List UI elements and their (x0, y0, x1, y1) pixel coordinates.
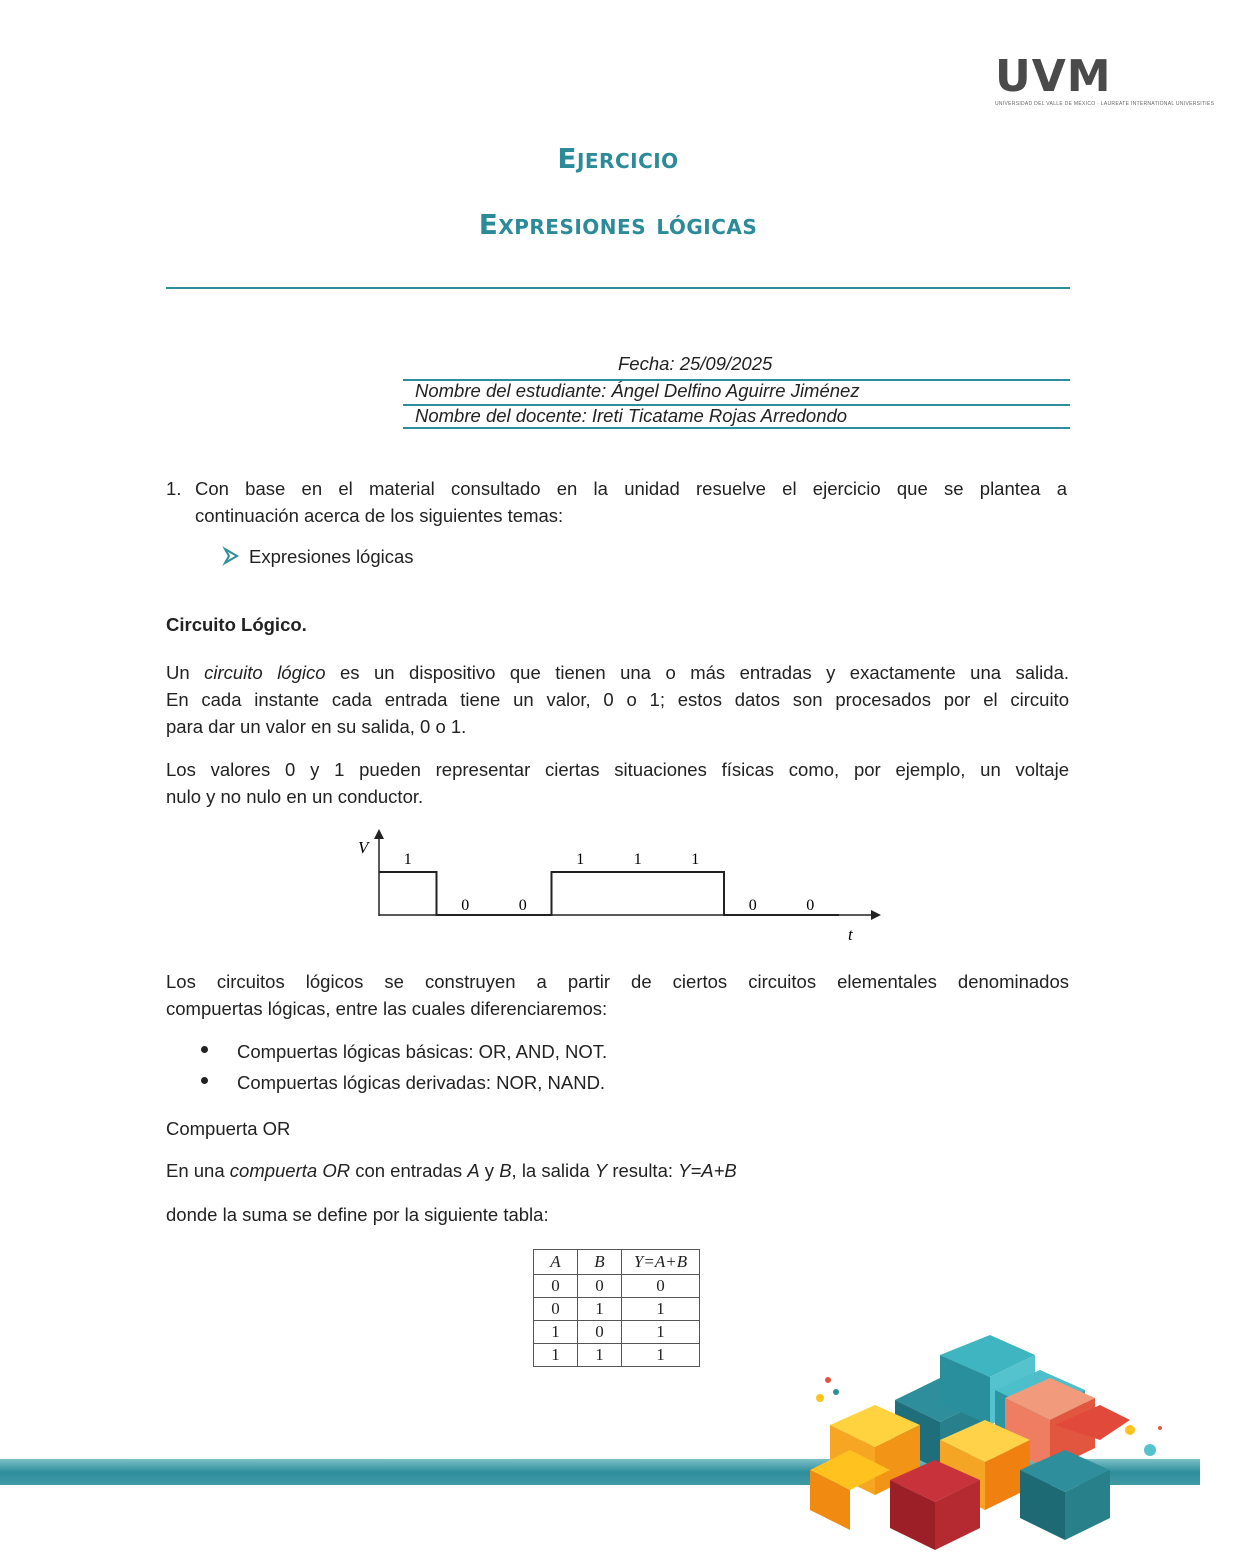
y-axis-arrow (374, 829, 384, 839)
or-t2: compuerta OR (229, 1160, 351, 1181)
or-t9: resulta: (607, 1160, 679, 1181)
p1-em: circuito lógico (204, 662, 326, 683)
decorative-cubes (800, 1330, 1180, 1553)
or-t6: B (499, 1160, 512, 1181)
paragraph-3-line2: compuertas lógicas, entre las cuales diferenciaremos: (166, 998, 608, 1019)
x-axis-label: t (848, 925, 853, 944)
logo-subtitle: UNIVERSIDAD DEL VALLE DE MÉXICO · LAUREATE INTERNATIONAL UNIVERSITIES (995, 101, 1215, 107)
bullet-1: Compuertas lógicas básicas: OR, AND, NOT. (237, 1041, 608, 1062)
cell-a: 0 (534, 1298, 578, 1321)
logo-text: UVM (995, 51, 1112, 102)
paragraph-3-line1: Los circuitos lógicos se construyen a partir de ciertos circuitos elementales denominados (166, 971, 1069, 992)
paragraph-1-line1 (166, 659, 1069, 686)
table-intro: donde la suma se define por la siguiente tabla: (166, 1204, 549, 1225)
topic-item: Expresiones lógicas (249, 546, 414, 567)
signal-waveform (379, 872, 839, 915)
or-t8: Y (594, 1160, 608, 1181)
paragraph-2-line2: nulo y no nulo en un conductor. (166, 786, 424, 807)
signal-level-label: 0 (806, 897, 815, 914)
table-row (534, 1321, 700, 1344)
title-expresiones: Expresiones lógicas (478, 208, 758, 241)
bullet-dot-2 (201, 1077, 208, 1084)
cell-y: 0 (622, 1275, 700, 1298)
table-row (534, 1298, 700, 1321)
truth-table-container (533, 1249, 700, 1367)
table-header-row (534, 1250, 700, 1275)
signal-level-label: 1 (403, 851, 412, 868)
cell-y: 1 (622, 1321, 700, 1344)
or-sentence (166, 1157, 737, 1184)
cell-b: 0 (578, 1275, 622, 1298)
cell-a: 1 (534, 1344, 578, 1367)
or-heading: Compuerta OR (166, 1118, 291, 1139)
cell-a: 1 (534, 1321, 578, 1344)
header-b: B (578, 1250, 622, 1275)
bullet-2: Compuertas lógicas derivadas: NOR, NAND. (237, 1072, 606, 1093)
header-divider (166, 287, 1070, 289)
or-t1: En una (166, 1160, 230, 1181)
teacher-name: Nombre del docente: Ireti Ticatame Rojas Arredondo (415, 405, 848, 426)
y-axis-label: V (358, 838, 369, 857)
cell-b: 0 (578, 1321, 622, 1344)
meta-line-3 (403, 427, 1070, 429)
or-t3: con entradas (350, 1160, 468, 1181)
cell-b: 1 (578, 1298, 622, 1321)
p1-pre: Un (166, 662, 205, 683)
instruction-number: 1. (166, 478, 182, 499)
arrow-bullet-icon (224, 548, 238, 569)
truth-table (533, 1249, 700, 1367)
instruction-line2: continuación acerca de los siguientes temas: (195, 505, 564, 526)
paragraph-1-line3: para dar un valor en su salida, 0 o 1. (166, 716, 467, 737)
signal-diagram (350, 825, 890, 945)
paragraph-2-line1: Los valores 0 y 1 pueden representar ciertas situaciones físicas como, por ejemplo, un voltaje (166, 759, 1069, 780)
cell-a: 0 (534, 1275, 578, 1298)
signal-level-label: 1 (633, 851, 642, 868)
signal-level-label: 0 (748, 897, 757, 914)
or-t5: y (479, 1160, 500, 1181)
table-row (534, 1275, 700, 1298)
or-t10: Y=A+B (678, 1160, 737, 1181)
or-t7: , la salida (511, 1160, 595, 1181)
section-heading: Circuito Lógico. (166, 614, 307, 635)
signal-level-label: 0 (518, 897, 527, 914)
cell-b: 1 (578, 1344, 622, 1367)
cell-y: 1 (622, 1344, 700, 1367)
cell-y: 1 (622, 1298, 700, 1321)
header-a: A (534, 1250, 578, 1275)
instruction-line1: Con base en el material consultado en la unidad resuelve el ejercicio que se plantea a (195, 478, 1067, 499)
title-ejercicio: Ejercicio (557, 142, 679, 175)
p1-post: es un dispositivo que tienen una o más entradas y exactamente una salida. (325, 662, 1069, 683)
paragraph-1-line2: En cada instante cada entrada tiene un valor, 0 o 1; estos datos son procesados por el circuito (166, 689, 1069, 710)
table-row (534, 1344, 700, 1367)
x-axis-arrow (871, 910, 881, 920)
header-y: Y=A+B (622, 1250, 700, 1275)
bullet-dot-1 (201, 1046, 208, 1053)
uvm-logo (995, 51, 1215, 107)
student-name: Nombre del estudiante: Ángel Delfino Aguirre Jiménez (415, 380, 860, 401)
fecha: Fecha: 25/09/2025 (618, 353, 773, 374)
signal-level-label: 1 (576, 851, 585, 868)
signal-level-label: 1 (691, 851, 700, 868)
signal-level-label: 0 (461, 897, 470, 914)
or-t4: A (467, 1160, 480, 1181)
